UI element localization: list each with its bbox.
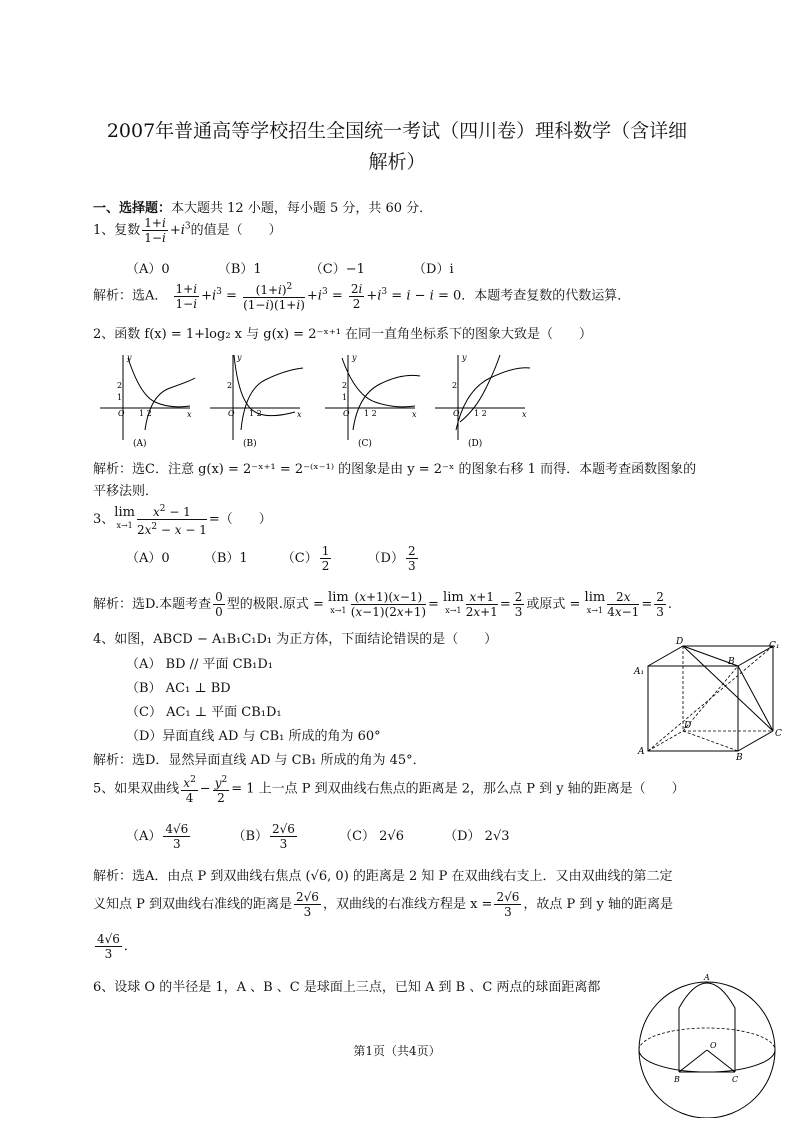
svg-text:1 2: 1 2: [249, 409, 262, 418]
q4-option-b: （B） AC₁ ⊥ BD: [126, 681, 231, 696]
q5-stem-start: 5、如果双曲线: [93, 781, 180, 797]
svg-text:y: y: [462, 353, 467, 362]
q3-ans-frac-2: $\frac{x+1}{2x+1}$: [465, 590, 498, 619]
q3-answer: 解析：选D.本题考查 $\frac{0}{0}$ 型的极限.原式 = lim x→1 $\frac{(x+1)(x-1)}{(x-1)(2x+1)}$ = lim x→1 $\frac{x+1}{2x+1}$ = $\frac{2}{3}$ 或原式 = lim x→1 $\frac{2x}{4x-1}$ = $\frac{2}{3}$ .: [93, 590, 673, 619]
q3-fraction: $\frac{x^2 - 1}{2x^2 - x - 1}$: [136, 504, 207, 537]
q3-option-c: （C）: [281, 551, 318, 566]
q5-option-d: （D） 2√3: [444, 829, 510, 844]
cube-label-d: D: [684, 721, 692, 731]
q3-ans-frac-4: $\frac{2x}{4x-1}$: [607, 590, 640, 619]
q2-answer-line-2: 平移法则．: [93, 484, 159, 499]
svg-text:1 2: 1 2: [139, 409, 152, 418]
q5-ans-2c: ，故点 P 到 y 轴的距离是: [523, 897, 673, 912]
cube-figure: [628, 636, 784, 764]
q3-ans-frac-5: $\frac{2}{3}$: [656, 590, 664, 619]
q1-answer: 解析：选A． $\frac{1+i}{1-i}$ $+i^3$ = $\frac{(1+i)^2}{(1-i)(1+i)}$ $+i^3$ = $\frac{2i}{2}$ $+i^3 = i - i = 0$．本题考查复数的代数运算．: [93, 281, 631, 312]
document-title: [80, 116, 714, 178]
svg-text:1: 1: [342, 393, 348, 402]
q3-option-d: （D）: [367, 551, 404, 566]
q4-answer: 解析：选D．显然异面直线 AD 与 CB₁ 所成的角为 45°．: [93, 753, 426, 768]
q4-option-d: （D）异面直线 AD 与 CB₁ 所成的角为 60°: [126, 729, 381, 744]
q5-ans-frac-2: $\frac{2√6}{3}$: [496, 890, 520, 919]
q3-ans-frac-1: $\frac{(x+1)(x-1)}{(x-1)(2x+1)}$: [350, 590, 427, 619]
q1-option-a: （A）0: [126, 262, 170, 277]
svg-text:1: 1: [117, 393, 123, 402]
title-line-1: 2007年普通高等学校招生全国统一考试（四川卷）理科数学（含详细: [106, 120, 688, 142]
svg-text:y: y: [237, 353, 242, 362]
svg-text:O: O: [343, 409, 350, 418]
section-text: 本大题共 12 小题，每小题 5 分，共 60 分．: [171, 201, 433, 216]
svg-text:y: y: [352, 353, 357, 362]
q3-frac-d: $\frac{2}{3}$: [407, 544, 416, 573]
question-1: 1、复数 $\frac{1+i}{1-i}$ $+i^3$的值是（ ）: [93, 216, 282, 245]
cube-label-a: A: [638, 747, 645, 757]
q3-stem-end: =（ ）: [208, 512, 272, 527]
question-5: 5、如果双曲线 $\frac{x^2}{4}$ − $\frac{y^2}{2}$ = 1 上一点 P 到双曲线右焦点的距离是 2，那么点 P 到 y 轴的距离是（ ）: [93, 775, 685, 805]
q1-option-d: （D）i: [413, 262, 454, 277]
cube-label-d1: D: [676, 637, 684, 647]
q4-option-c: （C） AC₁ ⊥ 平面 CB₁D₁: [126, 705, 282, 720]
q2-answer-line-1: 解析：选C．注意 g(x) = 2⁻ˣ⁺¹ = 2⁻⁽ˣ⁻¹⁾ 的图象是由 y = 2⁻ˣ 的图象右移 1 而得．本题考查函数图象的: [93, 462, 697, 477]
svg-text:x: x: [412, 410, 417, 419]
q1-answer-tail: ．本题考查复数的代数运算．: [461, 288, 631, 304]
q5-answer-line-1: 解析：选A．由点 P 到双曲线右焦点 (√6, 0) 的距离是 2 知 P 在双曲线右支上．又由双曲线的第二定: [93, 869, 673, 884]
svg-text:O: O: [118, 409, 125, 418]
graph-label-a: (A): [133, 439, 147, 449]
sphere-label-c: C: [732, 1075, 739, 1084]
q5-ans-frac-1: $\frac{2√6}{3}$: [296, 890, 319, 919]
question-2: 2、函数 f(x) = 1+log₂ x 与 g(x) = 2⁻ˣ⁺¹ 在同一直角坐标系下的图象大致是（ ）: [93, 327, 593, 342]
q5-option-c: （C） 2√6: [339, 829, 404, 844]
svg-text:x: x: [297, 410, 302, 419]
q1-ans-frac-2: $\frac{(1+i)^2}{(1-i)(1+i)}$: [243, 282, 305, 312]
q3-option-a: （A）0: [126, 551, 170, 566]
q3-options: [126, 544, 420, 573]
question-4: 4、如图，ABCD − A₁B₁C₁D₁ 为正方体，下面结论错误的是（ ）: [93, 632, 498, 647]
q5-frac-x: $\frac{x^2}{4}$: [183, 775, 196, 805]
q5-ans-2a: 义知点 P 到双曲线右准线的距离是: [93, 897, 293, 912]
svg-text:y: y: [127, 353, 132, 362]
svg-text:x: x: [522, 410, 527, 419]
svg-text:O: O: [453, 409, 460, 418]
section-heading: [93, 197, 432, 216]
q5-frac-a: $\frac{4√6}{3}$: [165, 822, 189, 851]
svg-text:x: x: [187, 410, 192, 419]
page-footer: 第1页（共4页）: [353, 1044, 441, 1058]
q1-stem-end: 的值是（ ）: [190, 223, 282, 238]
question-6: 6、设球 O 的半径是 1，A 、B 、C 是球面上三点，已知 A 到 B 、C 两点的球面距离都: [93, 980, 601, 995]
q3-option-b: （B）1: [203, 551, 248, 566]
q1-option-b: （B）1: [217, 262, 262, 277]
svg-text:O: O: [228, 409, 235, 418]
sphere-label-b: B: [674, 1075, 680, 1084]
svg-text:2: 2: [342, 381, 348, 390]
sphere-label-o: O: [710, 1041, 717, 1050]
svg-text:2: 2: [117, 381, 123, 390]
svg-text:1 2: 1 2: [364, 409, 377, 418]
q1-ans-frac-1: $\frac{1+i}{1-i}$: [175, 281, 198, 311]
graph-label-c: (C): [358, 439, 372, 449]
graph-label-d: (D): [468, 439, 483, 449]
q1-option-c: （C）−1: [309, 262, 365, 277]
graph-a: [100, 353, 195, 449]
svg-text:2: 2: [452, 381, 458, 390]
q3-lim: lim x→1: [114, 505, 135, 530]
q3-stem-start: 3、: [93, 512, 115, 527]
q1-fraction: $\frac{1+i}{1-i}$: [144, 216, 166, 245]
q5-option-b: （B）: [232, 829, 269, 844]
q5-options: [126, 822, 510, 851]
section-label: 一、选择题：: [93, 201, 172, 216]
q1-ans-frac-3: $\frac{2i}{2}$: [350, 281, 363, 311]
q3-answer-label: 解析：选D.本题考查: [93, 597, 212, 612]
q1-answer-label: 解析：选A．: [93, 288, 168, 304]
svg-text:2: 2: [227, 381, 233, 390]
q5-ans-2b: ，双曲线的右准线方程是 x =: [322, 897, 493, 912]
q5-ans-frac-3: $\frac{4√6}{3}$: [97, 932, 120, 961]
q2-graphs: [95, 350, 715, 450]
q5-option-a: （A）: [126, 829, 162, 844]
q3-frac-c: $\frac{1}{2}$: [321, 544, 330, 573]
question-3: [93, 502, 272, 537]
q1-stem-start: 1、复数: [93, 223, 141, 238]
title-line-2: 解析）: [368, 151, 426, 173]
q3-zero-frac: $\frac{0}{0}$: [215, 590, 223, 619]
cube-label-b1: B: [728, 657, 735, 667]
q5-answer-line-2: [93, 890, 673, 919]
graph-d: [435, 353, 530, 449]
graph-label-b: (B): [243, 439, 257, 449]
cube-label-b: B: [736, 753, 743, 763]
cube-label-c1: C₁: [769, 641, 780, 651]
sphere-label-a: A: [704, 973, 710, 982]
graph-c: [325, 353, 420, 449]
svg-text:1 2: 1 2: [474, 409, 487, 418]
cube-label-a1: A₁: [634, 667, 645, 677]
q3-answer-alt: 或原式 =: [526, 597, 581, 612]
q3-answer-mid: 型的极限.原式 =: [226, 597, 324, 612]
q3-ans-frac-3: $\frac{2}{3}$: [514, 590, 523, 619]
q1-options: [126, 258, 454, 277]
q5-frac-b: $\frac{2√6}{3}$: [272, 822, 295, 851]
graph-b: [210, 353, 303, 449]
q5-answer-line-3: $\frac{4√6}{3}$ ．: [97, 932, 137, 961]
q5-stem-end: = 1 上一点 P 到双曲线右焦点的距离是 2，那么点 P 到 y 轴的距离是（ ）: [231, 781, 685, 797]
q4-option-a: （A） BD // 平面 CB₁D₁: [126, 657, 273, 672]
q5-frac-y: $\frac{y^2}{2}$: [214, 775, 228, 805]
cube-label-c: C: [775, 729, 782, 739]
